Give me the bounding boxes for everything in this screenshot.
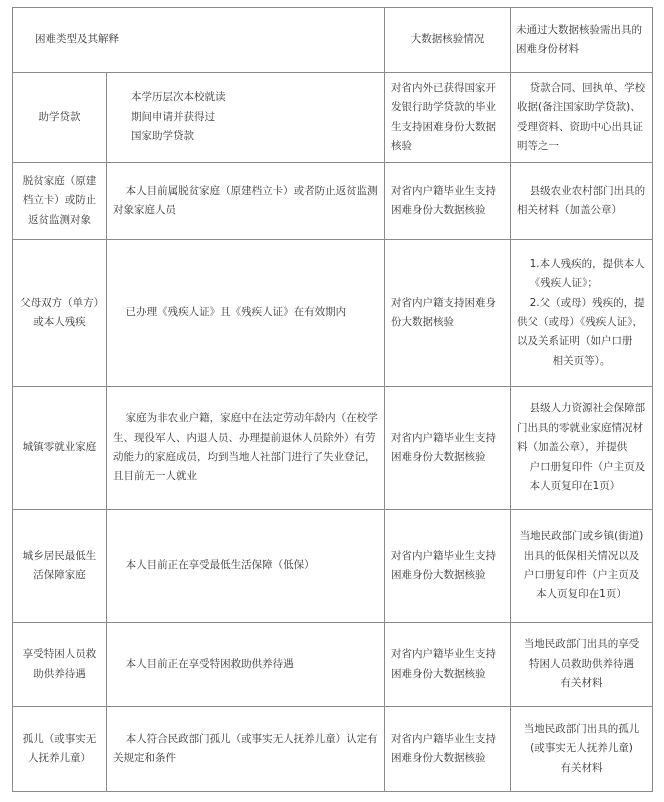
row-materials bbox=[511, 387, 653, 510]
materials-line: (或事实无人抚养儿童) bbox=[530, 742, 633, 755]
row-description bbox=[107, 510, 385, 623]
row-category: 孤儿（或事实无人抚养儿童） bbox=[13, 707, 107, 792]
row-materials bbox=[511, 510, 653, 623]
row-verification: 对省内户籍毕业生支持困难身份大数据核验 bbox=[385, 163, 511, 240]
description-line: 本学历层次本校就读 bbox=[131, 91, 226, 104]
materials-line: 相关页等）。 bbox=[552, 354, 611, 367]
materials-line: 户口册复印件（户主页及 bbox=[529, 460, 646, 473]
row-materials bbox=[511, 163, 653, 240]
row-materials bbox=[511, 707, 653, 792]
row-description bbox=[107, 163, 385, 240]
materials-line: 当地民政部门或乡镇(街道) bbox=[519, 530, 644, 543]
materials-line: 当地民政部门出具的享受 bbox=[523, 638, 640, 651]
row-category: 脱贫家庭（原建档立卡）或防止返贫监测对象 bbox=[13, 163, 107, 240]
row-category: 城乡居民最低生活保障家庭 bbox=[13, 510, 107, 623]
table-row bbox=[13, 510, 653, 623]
description-line: 本人目前属脱贫家庭（原建档立卡）或者防止返贫监测对象家庭人员 bbox=[113, 184, 378, 216]
row-description bbox=[107, 73, 385, 163]
materials-line: 有关材料 bbox=[560, 761, 603, 774]
row-verification: 对省内户籍毕业生支持困难身份大数据核验 bbox=[385, 623, 511, 707]
row-category: 享受特困人员救助供养待遇 bbox=[13, 623, 107, 707]
materials-line: 出具的低保相关情况以及 bbox=[523, 549, 640, 562]
row-materials bbox=[511, 240, 653, 387]
hardship-identity-table bbox=[12, 7, 653, 792]
materials-line: 2.父（或母）残疾的，提供父（或母）《残疾人证》，以及关系证明（如户口册 bbox=[517, 296, 645, 348]
table-row bbox=[13, 707, 653, 792]
table-row bbox=[13, 73, 653, 163]
description-line: 已办理《残疾人证》且《残疾人证》在有效期内 bbox=[125, 306, 347, 319]
header-category: 困难类型及其解释 bbox=[13, 8, 385, 73]
materials-line: 县级人力资源社会保障部门出具的零就业家庭情况材料（加盖公章），并提供 bbox=[517, 402, 646, 454]
row-materials bbox=[511, 73, 653, 163]
row-description bbox=[107, 387, 385, 510]
description-line: 本人符合民政部门孤儿（或事实无人抚养儿童）认定有关规定和条件 bbox=[113, 732, 378, 764]
table-header-row bbox=[13, 8, 653, 73]
materials-line: 本人页复印在1页） bbox=[529, 480, 621, 493]
table-row bbox=[13, 387, 653, 510]
row-description bbox=[107, 623, 385, 707]
materials-line: 本人页复印在1页） bbox=[536, 588, 627, 601]
materials-line: 《残疾人证》； bbox=[529, 277, 598, 290]
description-line: 家庭为非农业户籍，家庭中在法定劳动年龄内（在校学生、现役军人、内退人员、办理提前退休人员除外）有劳动能力的家庭成员，均到当地人社部门进行了失业登记，且目前无一人就业 bbox=[113, 412, 378, 483]
row-verification: 对省内户籍毕业生支持困难身份大数据核验 bbox=[385, 707, 511, 792]
row-description bbox=[107, 707, 385, 792]
row-materials bbox=[511, 623, 653, 707]
materials-line: 贷款合同、回执单、学校收据(备注国家助学贷款)、受理资料、资助中心出具证明等之一 bbox=[517, 81, 646, 152]
row-verification: 对省内户籍支持困难身份大数据核验 bbox=[385, 240, 511, 387]
materials-line: 1.本人残疾的，提供本人 bbox=[529, 257, 645, 270]
row-verification: 对省内外已获得国家开发银行助学贷款的毕业生支持困难身份大数据核验 bbox=[385, 73, 511, 163]
table-row bbox=[13, 623, 653, 707]
header-materials: 未通过大数据核验需出具的困难身份材料 bbox=[511, 8, 653, 73]
row-category: 父母双方（单方）或本人残疾 bbox=[13, 240, 107, 387]
description-line: 期间申请并获得过 bbox=[131, 110, 215, 123]
table-row bbox=[13, 163, 653, 240]
materials-line: 特困人员救助供养待遇 bbox=[529, 657, 634, 670]
description-line: 本人目前正在享受最低生活保障（低保） bbox=[125, 559, 315, 572]
materials-line: 县级农业农村部门出具的相关材料（加盖公章） bbox=[517, 184, 646, 216]
row-verification: 对省内户籍毕业生支持困难身份大数据核验 bbox=[385, 387, 511, 510]
table-row bbox=[13, 240, 653, 387]
row-description bbox=[107, 240, 385, 387]
description-line: 本人目前正在享受特困救助供养待遇 bbox=[125, 657, 294, 670]
row-category: 助学贷款 bbox=[13, 73, 107, 163]
materials-line: 户口册复印件（户主页及 bbox=[523, 569, 640, 581]
row-verification: 对省内户籍毕业生支持困难身份大数据核验 bbox=[385, 510, 511, 623]
materials-line: 有关材料 bbox=[560, 677, 603, 690]
header-verification: 大数据核验情况 bbox=[385, 8, 511, 73]
row-category: 城镇零就业家庭 bbox=[13, 387, 107, 510]
materials-line: 当地民政部门出具的孤儿 bbox=[523, 722, 640, 735]
description-line: 国家助学贷款 bbox=[131, 130, 194, 143]
